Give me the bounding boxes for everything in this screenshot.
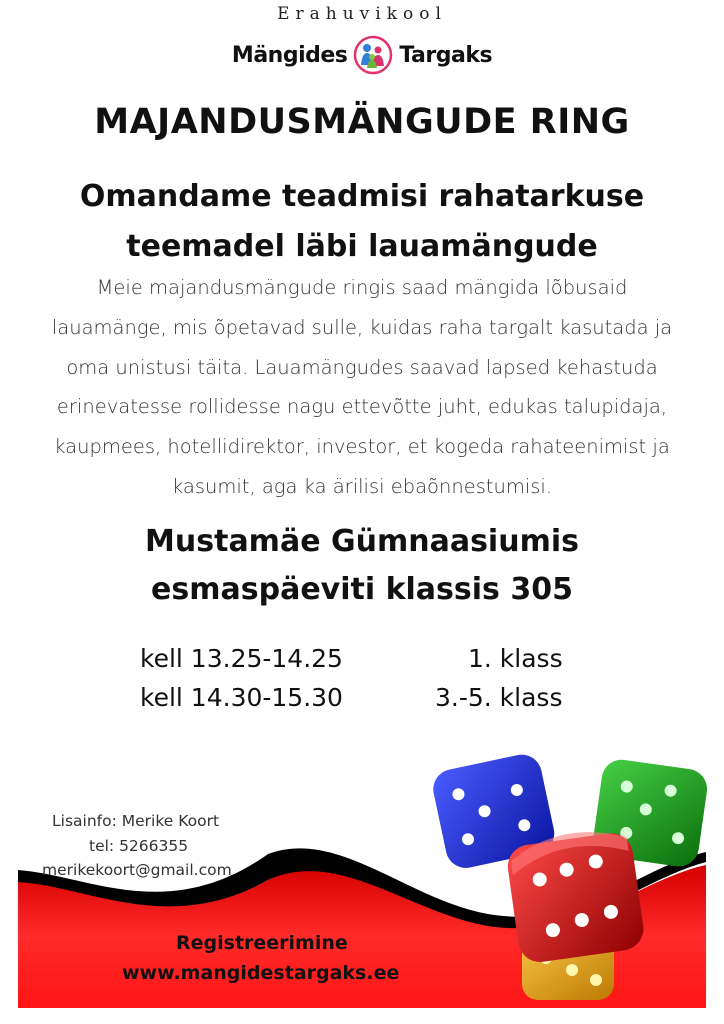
logo-word-right: Targaks [399,42,493,68]
page-title: MAJANDUSMÄNGUDE RING [94,102,630,142]
dice-icon [420,748,724,1008]
contact-name: Lisainfo: Merike Koort [52,812,220,830]
contact-phone: tel: 5266355 [89,837,189,855]
logo-people-icon [353,35,393,75]
schedule-time-1: kell 13.25-14.25 [140,644,343,673]
subtitle: Omandame teadmisi rahatarkuse teemadel läbi lauamängude [79,179,645,264]
brand-logo [0,32,724,78]
registration-link[interactable]: www.mangidestargaks.ee [122,962,400,984]
schedule-time-2: kell 14.30-15.30 [140,683,343,712]
schedule-grade-1: 1. klass [468,644,563,673]
contact-email[interactable]: merikekoort@gmail.com [42,861,232,879]
description-text: Meie majandusmängude ringis saad mängida lõbusaid lauamänge, mis õpetavad sulle, kuidas raha targalt kasutada ja oma unistusi täita. Lauamängudes saavad lapsed kehastuda erinevatesse rollidesse nagu ettevõtte juht, edukas talupidaja, kaupmees, hotellidirektor, investor, et kogeda rahateenimist ja kasumit, aga ka ärilisi ebaõnnestumisi. [51,276,673,498]
school-name: Erahuvikool [277,4,447,24]
location-room: esmaspäeviti klassis 305 [151,572,573,607]
logo-word-left: Mängides [231,42,348,68]
registration-label: Registreerimine [176,932,348,954]
location-block [62,518,662,614]
location-school: Mustamäe Gümnaasiumis [145,524,579,559]
schedule-grade-2: 3.-5. klass [435,683,563,712]
